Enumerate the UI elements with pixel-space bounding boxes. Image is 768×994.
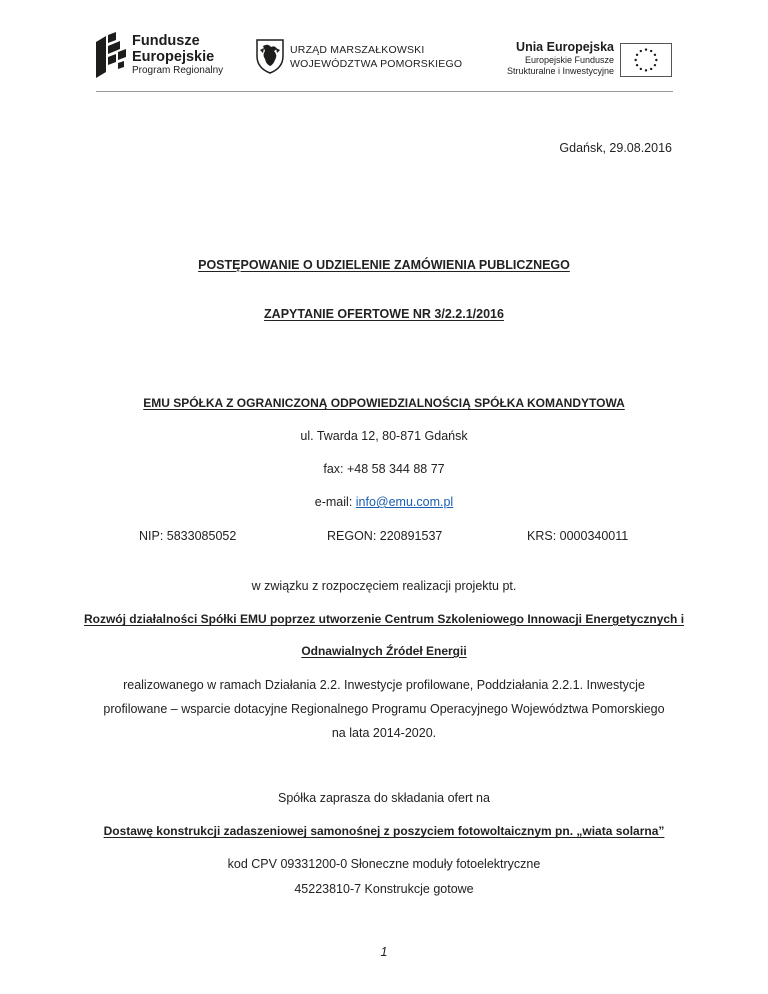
unia-europejska-logo <box>496 40 672 80</box>
project-desc-line3: na lata 2014-2020. <box>331 726 437 740</box>
company-email-line <box>0 495 768 509</box>
company-krs: KRS: 0000340011 <box>527 529 629 543</box>
project-desc-line1: realizowanego w ramach Działania 2.2. Inwestycje profilowane, Poddziałania 2.2.1. Inwestycje <box>123 678 645 692</box>
page-number: 1 <box>380 945 388 959</box>
ue-logo-line2: Europejskie Fundusze <box>524 55 614 65</box>
cpv-code-2: 45223810-7 Konstrukcje gotowe <box>294 882 474 896</box>
project-title-line2: Odnawialnych Źródeł Energii <box>301 644 467 658</box>
email-link[interactable]: info@emu.com.pl <box>355 495 454 509</box>
griffin-crest-icon <box>254 38 286 74</box>
document-date: Gdańsk, 29.08.2016 <box>559 141 672 155</box>
offer-invitation: Spółka zaprasza do składania ofert na <box>278 791 490 805</box>
cpv-code-1: kod CPV 09331200-0 Słoneczne moduły fotoelektryczne <box>227 857 541 871</box>
fe-logo-line3: Program Regionalny <box>132 65 224 77</box>
eu-flag-icon <box>620 43 672 77</box>
company-name: EMU SPÓŁKA Z OGRANICZONĄ ODPOWIEDZIALNOŚCIĄ SPÓŁKA KOMANDYTOWA <box>143 396 625 410</box>
offer-subject: Dostawę konstrukcji zadaszeniowej samonośnej z poszyciem fotowoltaicznym pn. „wiata solarna” <box>103 824 665 838</box>
ue-logo-line3: Strukturalne i Inwestycyjne <box>506 65 614 76</box>
company-fax: fax: +48 58 344 88 77 <box>323 462 445 476</box>
company-address: ul. Twarda 12, 80-871 Gdańsk <box>300 429 468 443</box>
fe-mark-icon <box>96 32 126 78</box>
project-desc-line2: profilowane – wsparcie dotacyjne Regionalnego Programu Operacyjnego Województwa Pomorskiego <box>103 702 665 716</box>
urzad-marszalkowski-logo <box>254 38 464 78</box>
company-nip: NIP: 5833085052 <box>139 529 237 543</box>
email-label: e-mail: <box>314 495 356 509</box>
fe-logo-line2: Europejskie <box>132 48 215 65</box>
fundusze-europejskie-logo <box>96 32 236 80</box>
um-logo-line2: WOJEWÓDZTWA POMORSKIEGO <box>290 58 463 71</box>
company-regon: REGON: 220891537 <box>327 529 443 543</box>
project-title-line1: Rozwój działalności Spółki EMU poprzez utworzenie Centrum Szkoleniowego Innowacji Energetycznych i <box>83 612 685 626</box>
ue-logo-line1: Unia Europejska <box>516 40 614 54</box>
fe-logo-line1: Fundusze <box>132 33 200 49</box>
procedure-heading: POSTĘPOWANIE O UDZIELENIE ZAMÓWIENIA PUBLICZNEGO <box>198 258 570 272</box>
inquiry-number-heading: ZAPYTANIE OFERTOWE NR 3/2.2.1/2016 <box>264 307 504 321</box>
header-divider <box>96 91 673 92</box>
um-logo-line1: URZĄD MARSZAŁKOWSKI <box>290 44 425 56</box>
project-intro: w związku z rozpoczęciem realizacji projektu pt. <box>251 579 517 593</box>
